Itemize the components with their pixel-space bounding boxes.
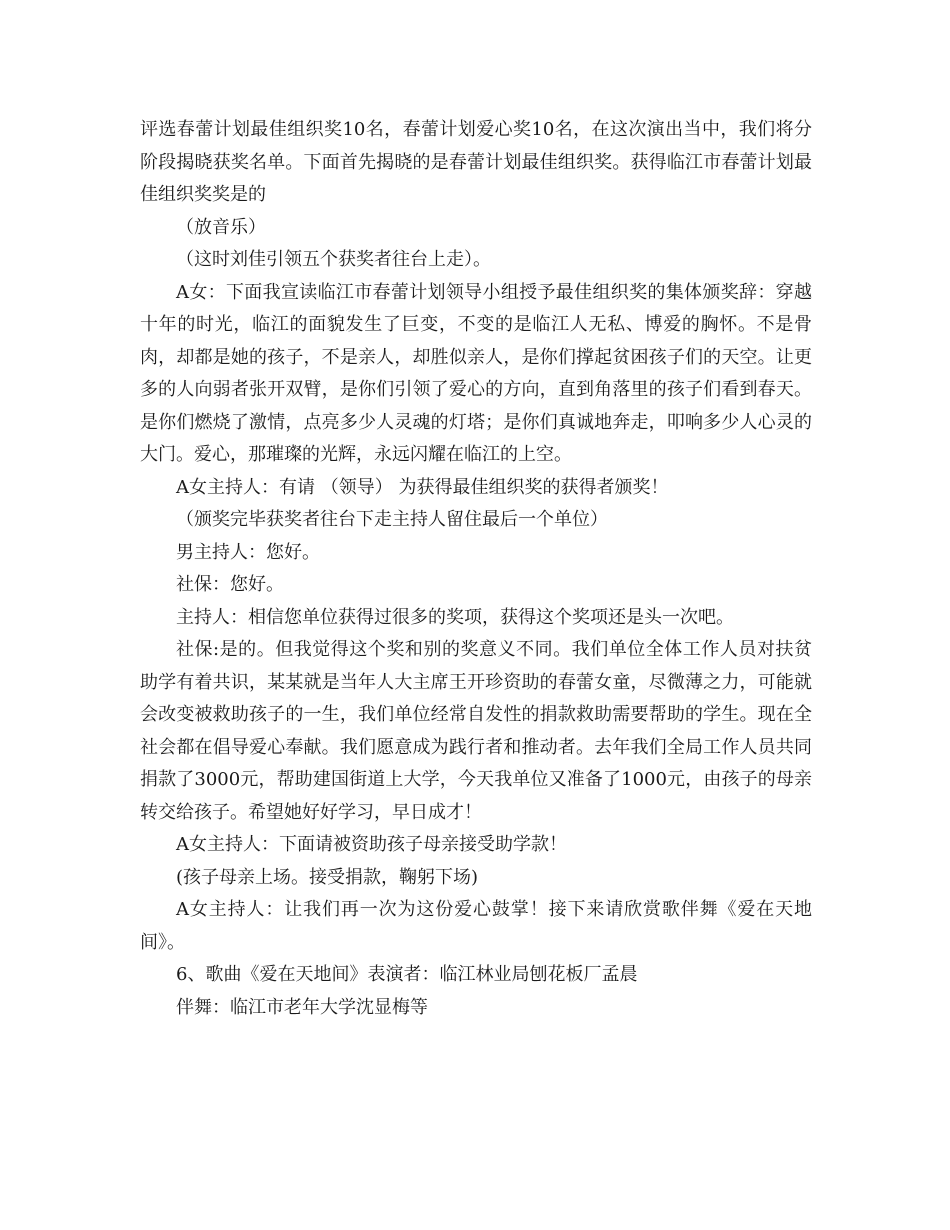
paragraph-stage-direction-exit: （颁奖完毕获奖者往台下走主持人留住最后一个单位） <box>176 509 608 530</box>
paragraph-host-invite: A女主持人：有请 （领导） 为获得最佳组织奖的获得者颁奖！ <box>176 476 669 498</box>
paragraph-dialogue-reply-long: 社保:是的。但我觉得这个奖和别的奖意义不同。我们单位全体工作人员对扶贫助学有着共识，某某就是当年人大主席王开珍资助的春蕾女童，尽微薄之力，可能就会改变被救助孩子的一生，我们单位经常自发性的捐款救助需要帮助的学生。现在全社会都在倡导爱心奉献。我们愿意成为践行者和推动者。去年我们全局工作人员共同捐款了3000元，帮助建国街道上大学，今天我单位又准备了1000元，由孩子的母亲转交给孩子。希望她好好学习，早日成才！ <box>140 639 812 823</box>
paragraph-dialogue-host-question: 主持人：相信您单位获得过很多的奖项，获得这个奖项还是头一次吧。 <box>176 606 734 628</box>
paragraph-host-donation: A女主持人：下面请被资助孩子母亲接受助学款！ <box>176 834 567 855</box>
paragraph-host-next-program: A女主持人：让我们再一次为这份爱心鼓掌！接下来请欣赏歌伴舞《爱在天地间》。 <box>140 899 812 953</box>
paragraph-dialogue-reply-greeting: 社保：您好。 <box>176 574 284 595</box>
paragraph-stage-direction-mother: (孩子母亲上场。接受捐款，鞠躬下场) <box>176 866 479 888</box>
paragraph-award-speech: A女：下面我宣读临江市春蕾计划领导小组授予最佳组织奖的集体颁奖辞：穿越十年的时光，临江的面貌发生了巨变，不变的是临江人无私、博爱的胸怀。不是骨肉，却都是她的孩子，不是亲人，却胜似亲人，是你们撑起贫困孩子们的天空。让更多的人向弱者张开双臂，是你们引领了爱心的方向，直到角落里的孩子们看到春天。是你们燃烧了激情，点亮多少人灵魂的灯塔；是你们真诚地奔走，叩响多少人心灵的大门。爱心，那璀璨的光辉，永远闪耀在临江的上空。 <box>140 281 812 465</box>
paragraph-stage-direction-winners: （这时刘佳引领五个获奖者往台上走）。 <box>176 249 491 270</box>
paragraph-stage-direction-music: （放音乐） <box>176 216 266 238</box>
paragraph-program-dancers: 伴舞：临江市老年大学沈显梅等 <box>176 996 428 1018</box>
paragraph-award-intro: 评选春蕾计划最佳组织奖10名，春蕾计划爱心奖10名，在这次演出当中，我们将分阶段揭晓获奖名单。下面首先揭晓的是春蕾计划最佳组织奖。获得临江市春蕾计划最佳组织奖奖是的 <box>140 119 812 205</box>
paragraph-dialogue-host-greeting: 男主持人：您好。 <box>176 541 320 563</box>
document-page <box>140 114 812 1024</box>
paragraph-program-song: 6、歌曲《爱在天地间》表演者：临江林业局刨花板厂孟晨 <box>176 964 638 985</box>
